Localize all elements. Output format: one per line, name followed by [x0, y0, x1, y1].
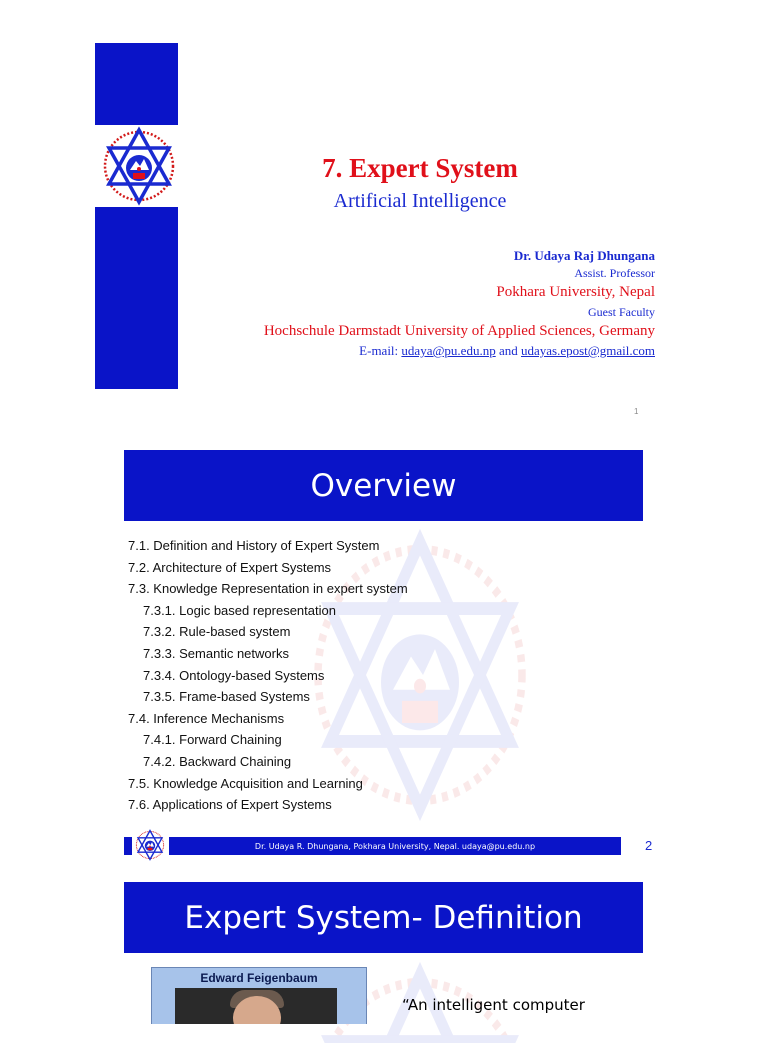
overview-header [124, 450, 643, 521]
toc-item: 7.1. Definition and History of Expert System [128, 538, 380, 553]
email-prefix: E-mail: [359, 343, 399, 358]
toc-item: 7.6. Applications of Expert Systems [128, 797, 332, 813]
slide-subtitle: Artificial Intelligence [333, 190, 507, 212]
email-link-gmail[interactable]: udayas.epost@gmail.com [521, 343, 655, 358]
title-slide-blue-bar-bottom [95, 207, 178, 389]
toc-item: 7.3.2. Rule-based system [143, 624, 291, 640]
slide-2-page-number: 2 [645, 838, 653, 853]
author-email-line [359, 343, 655, 359]
slide-title: 7. Expert System [322, 153, 518, 183]
definition-quote: “An intelligent computer [402, 996, 585, 1014]
footer-bar-stub [124, 837, 132, 855]
author-name: Dr. Udaya Raj Dhungana [513, 248, 655, 263]
guest-faculty-label: Guest Faculty [588, 305, 655, 319]
toc-item: 7.4. Inference Mechanisms [128, 710, 285, 726]
toc-item: 7.3.5. Frame-based Systems [143, 689, 310, 705]
toc-item: 7.3. Knowledge Representation in expert system [128, 581, 408, 597]
email-joiner: and [498, 343, 518, 358]
guest-institution: Hochschule Darmstadt University of Applied Sciences, Germany [263, 323, 655, 339]
toc-item: 7.4.1. Forward Chaining [143, 732, 282, 748]
toc-item: 7.2. Architecture of Expert Systems [128, 559, 332, 575]
university-logo [99, 124, 179, 208]
portrait-caption: Edward Feigenbaum [200, 971, 318, 985]
email-link-pu[interactable]: udaya@pu.edu.np [401, 343, 496, 358]
footer-text: Dr. Udaya R. Dhungana, Pokhara University, Nepal. udaya@pu.edu.np [254, 841, 536, 851]
portrait-photo [175, 988, 337, 1024]
title-slide-blue-bar-top [95, 43, 178, 125]
slide-1-page-number: 1 [634, 407, 639, 416]
slide-footer [169, 837, 621, 855]
author-rank: Assist. Professor [574, 266, 655, 280]
author-university: Pokhara University, Nepal [496, 284, 655, 300]
overview-title: Overview [310, 467, 457, 504]
definition-title: Expert System- Definition [184, 899, 583, 936]
table-of-contents [128, 535, 548, 816]
toc-item: 7.3.1. Logic based representation [143, 602, 336, 618]
toc-item: 7.3.4. Ontology-based Systems [143, 667, 325, 683]
footer-logo [134, 828, 166, 862]
toc-item: 7.5. Knowledge Acquisition and Learning [128, 775, 363, 791]
toc-item: 7.4.2. Backward Chaining [143, 753, 292, 769]
definition-header [124, 882, 643, 953]
toc-item: 7.3.3. Semantic networks [143, 645, 289, 661]
